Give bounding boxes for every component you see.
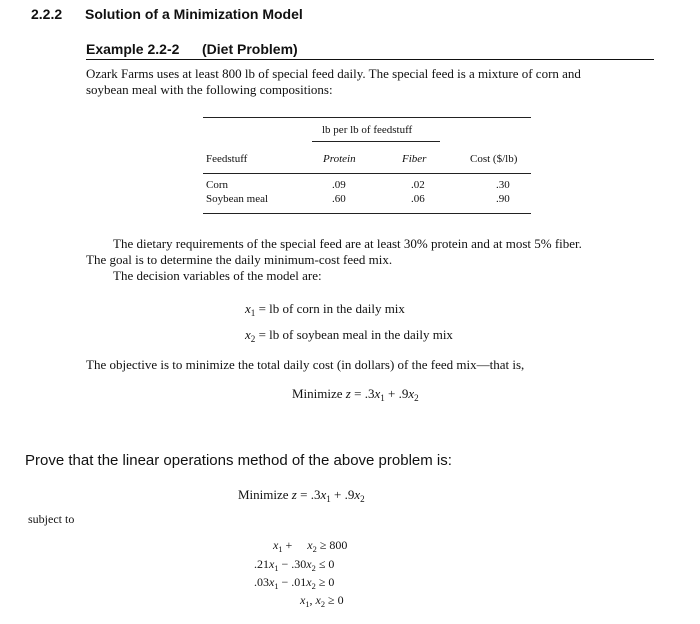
subject-to-label: subject to: [28, 512, 75, 526]
constraint-1: $x_1$ + $x_2 \ge 800$: [273, 538, 348, 554]
requirements-line-2: The goal is to determine the daily minimum-cost feed mix.: [86, 252, 393, 267]
table-cell-r0-c3: .30: [496, 179, 510, 191]
table-bottom-rule: [203, 213, 531, 214]
table-header-feedstuff: Feedstuff: [206, 153, 248, 165]
objective-function-2: Minimize $z = .3x_1 + .9x_2$: [238, 487, 365, 504]
variable-x2-description: lb of soybean meal in the daily mix: [269, 327, 453, 342]
example-rule: [86, 59, 654, 60]
constraint-nonnegativity: $x_1$, $x_2 \ge 0$: [300, 593, 344, 609]
table-cell-r1-c1: .60: [332, 193, 346, 205]
variable-x2-definition: $x_2$ = lb of soybean meal in the daily mix: [245, 327, 453, 344]
variable-x1-definition: $x_1$ = lb of corn in the daily mix: [245, 301, 405, 318]
intro-line-2: soybean meal with the following compositions:: [86, 82, 333, 97]
table-cell-r0-c0: Corn: [206, 179, 228, 191]
constraint-2: $.21x_1 - .30x_2 \le 0$: [254, 557, 335, 573]
table-cell-r1-c0: Soybean meal: [206, 193, 269, 205]
table-cell-r0-c2: .02: [411, 179, 425, 191]
table-cell-r1-c2: .06: [411, 193, 425, 205]
requirements-line-1: The dietary requirements of the special feed are at least 30% protein and at most 5% fiber.: [113, 236, 582, 251]
table-top-rule: [203, 117, 531, 118]
table-group-rule: [312, 141, 440, 142]
decision-variables-line: The decision variables of the model are:: [113, 268, 322, 283]
intro-line-1: Ozark Farms uses at least 800 lb of special feed daily. The special feed is a mixture of corn and: [86, 66, 581, 81]
table-header-protein: Protein: [323, 153, 356, 165]
section-title: Solution of a Minimization Model: [85, 6, 303, 22]
table-header-cost: Cost ($/lb): [470, 153, 518, 165]
table-cell-r1-c3: .90: [496, 193, 510, 205]
table-header-rule: [203, 173, 531, 174]
table-header-fiber: Fiber: [402, 153, 427, 165]
example-label: Example 2.2-2: [86, 41, 180, 57]
objective-line: The objective is to minimize the total daily cost (in dollars) of the feed mix—that is,: [86, 357, 525, 372]
example-name: (Diet Problem): [202, 41, 298, 57]
section-number: 2.2.2: [31, 6, 63, 22]
table-cell-r0-c1: .09: [332, 179, 346, 191]
variable-x1-description: lb of corn in the daily mix: [269, 301, 405, 316]
constraint-3: $.03x_1 - .01x_2 \ge 0$: [254, 575, 335, 591]
prompt-text: Prove that the linear operations method of the above problem is:: [25, 452, 452, 469]
table-group-header: lb per lb of feedstuff: [322, 124, 413, 136]
objective-function-1: Minimize $z = .3x_1 + .9x_2$: [292, 386, 419, 403]
